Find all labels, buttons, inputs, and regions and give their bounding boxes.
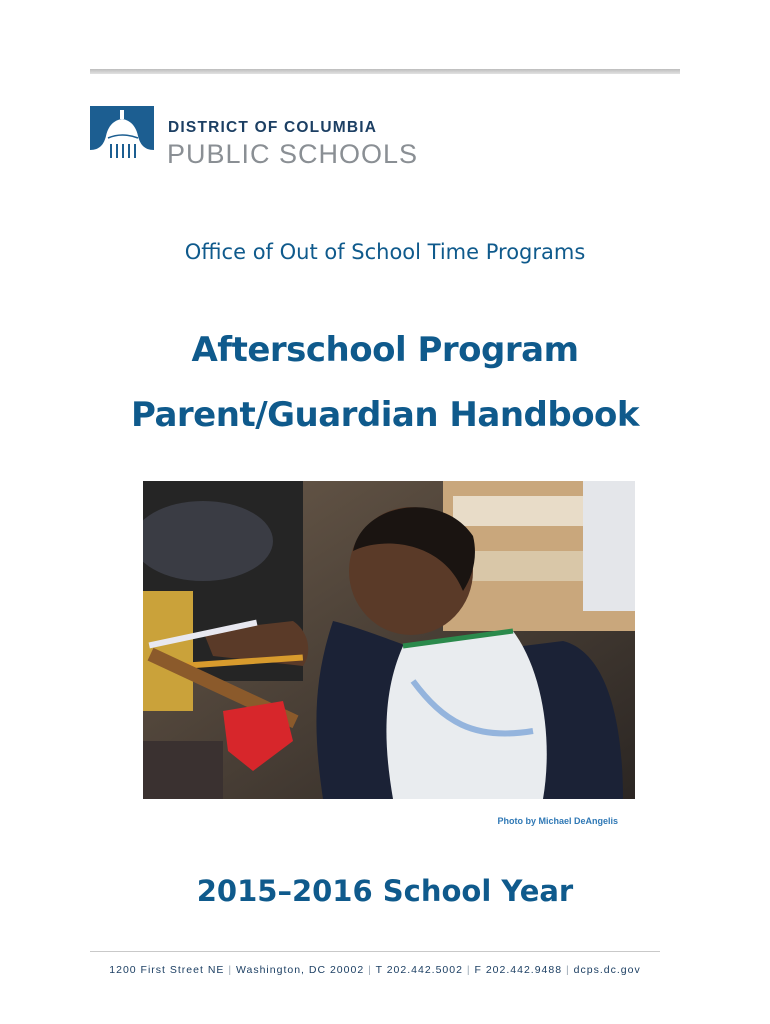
photo-caption: Photo by Michael DeAngelis [497,816,618,826]
cover-photo [143,481,635,799]
footer-city: Washington, DC 20002 [235,964,365,976]
footer-phone: T 202.442.5002 [375,964,463,976]
title-line-1: Afterschool Program [191,330,579,370]
logo-line-district: DISTRICT OF COLUMBIA [168,119,378,136]
footer-address: 1200 First Street NE [109,964,225,976]
top-divider [90,69,680,74]
school-year: 2015–2016 School Year [196,874,574,908]
footer-contact [90,964,660,976]
title-line-2: Parent/Guardian Handbook [130,395,640,435]
footer-separator: | [466,964,471,976]
footer-website-link[interactable]: dcps.dc.gov [573,964,641,976]
office-name: Office of Out of School Time Programs [184,240,586,264]
footer-separator: | [368,964,372,976]
logo-line-public-schools: PUBLIC SCHOOLS [167,139,419,169]
bottom-divider [90,951,660,952]
footer-separator: | [228,964,233,976]
footer-separator: | [566,964,570,976]
capitol-dome-icon [90,106,154,166]
footer-fax: F 202.442.9488 [474,964,563,976]
dcps-logo [90,106,430,168]
